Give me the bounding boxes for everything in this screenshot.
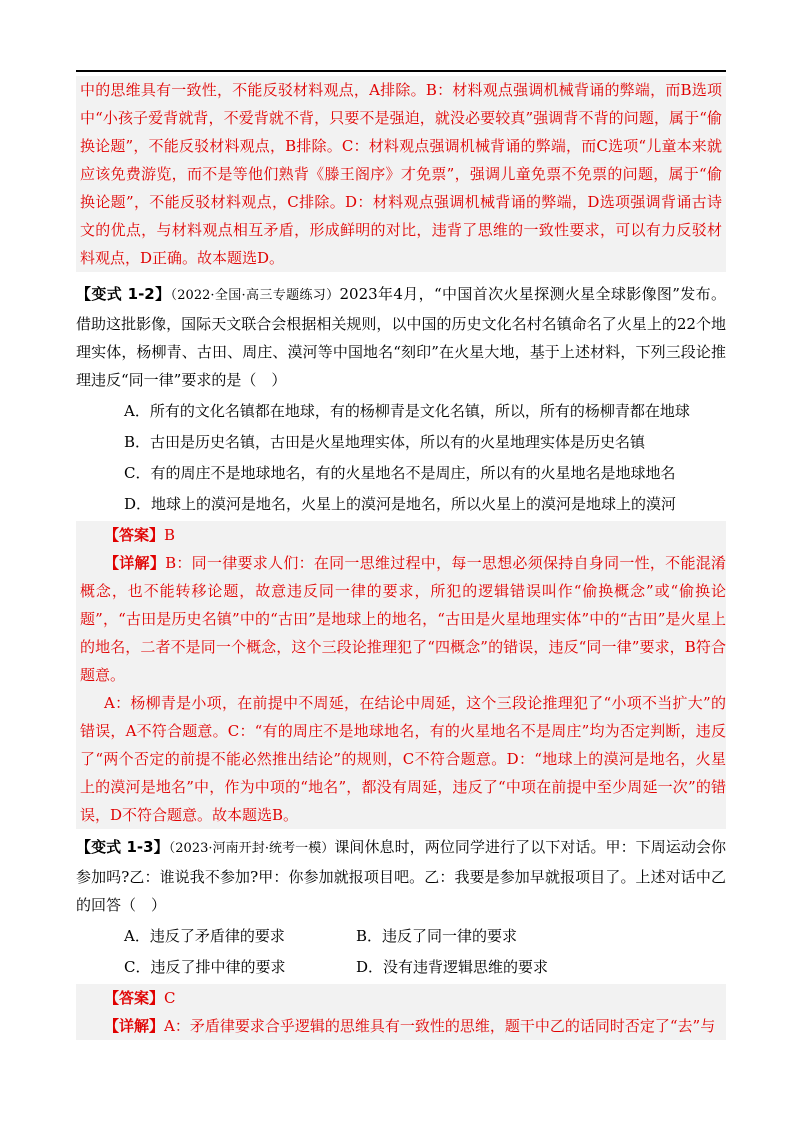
question-stem: 2023年4月，“中国首次火星探测火星全球影像图”发布。借助这批影像，国际天文联合会根据相关规则，以中国的历史文化名村名镇命名了火星上的22个地理实体，杨柳青、古田、周庄、漠河等中国地名“刻印”在火星大地，基于上述材料，下列三段论推理违反“同一律”要求的是（ ） <box>76 285 727 389</box>
answer-line: 【答案】B <box>104 526 176 544</box>
answer-line: 【答案】C <box>104 989 176 1007</box>
header-rule <box>76 70 726 72</box>
option-d: D．地球上的漠河是地名，火星上的漠河是地名，所以火星上的漠河是地球上的漠河 <box>124 495 677 513</box>
option-a: A．所有的文化名镇都在地球，有的杨柳青是文化名镇，所以，所有的杨柳青都在地球 <box>124 402 690 420</box>
answer-block <box>76 984 726 1040</box>
previous-explanation: 中的思维具有一致性，不能反驳材料观点，A排除。B：材料观点强调机械背诵的弊端，而B选项中“小孩子爱背就背，不爱背就不背，只要不是强迫，就没必要较真”强调背不背的问题，属于“偷换论题”，不能反驳材料观点，B排除。C：材料观点强调机械背诵的弊端，而C选项“儿童本来就应该免费游览，而不是等他们熟背《滕王阁序》才免票”，强调儿童免票不免票的问题，属于“偷换论题”，不能反驳材料观点，C排除。D：材料观点强调机械背诵的弊端，D选项强调背诵古诗文的优点，与材料观点相互矛盾，形成鲜明的对比，违背了思维的一致性要求，可以有力反驳材料观点，D正确。故本题选D。 <box>76 76 726 272</box>
question-tag: 【变式 1-2】 <box>76 285 171 303</box>
options-row-2 <box>76 953 726 981</box>
answer-block <box>76 521 726 829</box>
detail-paragraph-1: 【详解】B：同一律要求人们：在同一思维过程中，每一思想必须保持自身同一性，不能混淆概念，也不能转移论题，故意违反同一律的要求，所犯的逻辑错误叫作“偷换概念”或“偷换论题”，“古田是历史名镇”中的“古田”是地球上的地名，“古田是火星地理实体”中的“古田”是火星上的地名，二者不是同一个概念，这个三段论推理犯了“四概念”的错误，违反“同一律”要求，B符合题意。 <box>80 554 726 684</box>
option-d: D．没有违背逻辑思维的要求 <box>356 958 549 976</box>
option-b: B．古田是历史名镇，古田是火星地理实体，所以有的火星地理实体是历史名镇 <box>124 433 646 451</box>
option-a: A．违反了矛盾律的要求 <box>124 927 285 945</box>
option-b: B．违反了同一律的要求 <box>356 927 518 945</box>
option-c: C．违反了排中律的要求 <box>124 958 286 976</box>
question-1-3 <box>76 833 726 919</box>
question-tag: 【变式 1-3】 <box>76 838 169 856</box>
question-source: （2023·河南开封·统考一模） <box>168 841 335 856</box>
detail-paragraph-2: A：杨柳青是小项，在前提中不周延，在结论中周延，这个三段论推理犯了“小项不当扩大”的错误，A不符合题意。C：“有的周庄不是地球地名，有的火星地名不是周庄”均为否定判断，违反了“两个否定的前提不能必然推出结论”的规则，C不符合题意。D：“地球上的漠河是地名，火星上的漠河是地名”中，作为中项的“地名”，都没有周延，违反了“中项在前提中至少周延一次”的错误，D不符合题意。故本题选B。 <box>80 694 726 824</box>
question-stem: 课间休息时，两位同学进行了以下对话。甲：下周运动会你参加吗?乙：谁说我不参加?甲：你参加就报项目吧。乙：我要是参加早就报项目了。上述对话中乙的回答（ ） <box>76 838 726 914</box>
options-row-1 <box>76 922 726 950</box>
document-page <box>76 70 726 1040</box>
detail-paragraph-1: 【详解】A：矛盾律要求合乎逻辑的思维具有一致性的思维，题干中乙的话同时否定了“去”与 <box>104 1017 716 1035</box>
question-source: （2022·全国·高三专题练习） <box>170 288 340 303</box>
question-1-2 <box>76 280 726 394</box>
option-c: C．有的周庄不是地球地名，有的火星地名不是周庄，所以有的火星地名是地球地名 <box>124 464 676 482</box>
